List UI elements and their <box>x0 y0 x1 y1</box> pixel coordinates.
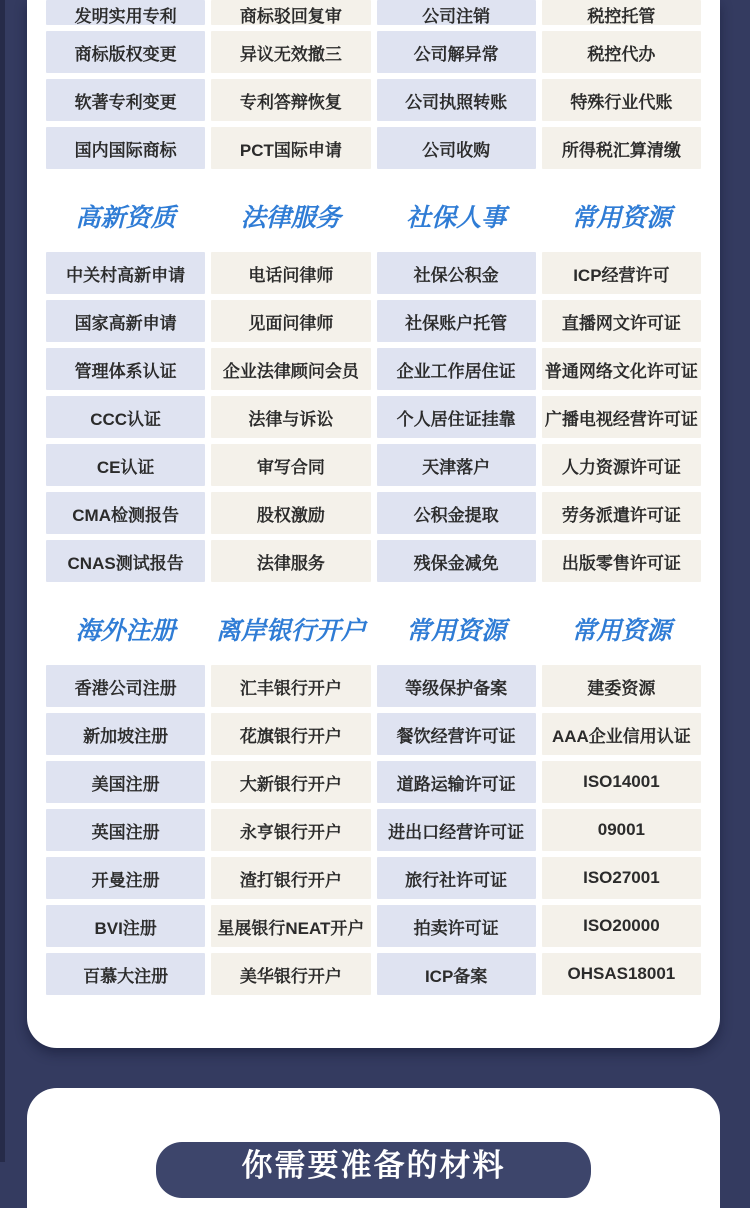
service-cell[interactable]: 餐饮经营许可证 <box>377 713 536 755</box>
service-cell[interactable]: 香港公司注册 <box>46 665 205 707</box>
service-cell[interactable]: 发明实用专利 <box>46 0 205 25</box>
services-card <box>27 0 720 1048</box>
service-cell[interactable]: 天津落户 <box>377 444 536 486</box>
service-cell[interactable]: 劳务派遣许可证 <box>542 492 701 534</box>
materials-banner <box>156 1142 591 1198</box>
section-header: 社保人事 <box>406 204 507 232</box>
section-header: 法律服务 <box>240 204 341 232</box>
service-cell[interactable]: 新加坡注册 <box>46 713 205 755</box>
section-header: 高新资质 <box>75 204 176 232</box>
service-cell[interactable]: PCT国际申请 <box>211 127 370 169</box>
service-cell[interactable]: CMA检测报告 <box>46 492 205 534</box>
section-header: 海外注册 <box>75 617 176 645</box>
service-cell[interactable]: CNAS测试报告 <box>46 540 205 582</box>
service-cell[interactable]: AAA企业信用认证 <box>542 713 701 755</box>
service-cell[interactable]: 等级保护备案 <box>377 665 536 707</box>
service-cell[interactable]: CE认证 <box>46 444 205 486</box>
materials-banner-label: 你需要准备的材料 <box>241 1148 506 1183</box>
section-header: 离岸银行开户 <box>215 617 366 645</box>
service-cell[interactable]: 渣打银行开户 <box>211 857 370 899</box>
service-cell[interactable]: 道路运输许可证 <box>377 761 536 803</box>
service-cell[interactable]: 开曼注册 <box>46 857 205 899</box>
service-cell[interactable]: 审写合同 <box>211 444 370 486</box>
service-cell[interactable]: 国内国际商标 <box>46 127 205 169</box>
service-cell[interactable]: 大新银行开户 <box>211 761 370 803</box>
service-cell[interactable]: 公司执照转账 <box>377 79 536 121</box>
service-cell[interactable]: 特殊行业代账 <box>542 79 701 121</box>
service-cell[interactable]: 所得税汇算清缴 <box>542 127 701 169</box>
services-table-overseas-banking <box>46 616 701 995</box>
service-cell[interactable]: 公积金提取 <box>377 492 536 534</box>
service-cell[interactable]: 美华银行开户 <box>211 953 370 995</box>
service-cell[interactable]: ISO20000 <box>542 905 701 947</box>
service-cell[interactable]: 企业工作居住证 <box>377 348 536 390</box>
service-cell[interactable]: 商标驳回复审 <box>211 0 370 25</box>
service-cell[interactable]: 永亨银行开户 <box>211 809 370 851</box>
service-cell[interactable]: ISO14001 <box>542 761 701 803</box>
service-cell[interactable]: 国家高新申请 <box>46 300 205 342</box>
services-table-ip-company <box>46 0 701 169</box>
service-cell[interactable]: 中关村高新申请 <box>46 252 205 294</box>
service-cell[interactable]: 商标版权变更 <box>46 31 205 73</box>
service-cell[interactable]: 社保公积金 <box>377 252 536 294</box>
service-cell[interactable]: 管理体系认证 <box>46 348 205 390</box>
service-cell[interactable]: 普通网络文化许可证 <box>542 348 701 390</box>
service-cell[interactable]: OHSAS18001 <box>542 953 701 995</box>
service-cell[interactable]: 百慕大注册 <box>46 953 205 995</box>
service-cell[interactable]: 拍卖许可证 <box>377 905 536 947</box>
service-cell[interactable]: 汇丰银行开户 <box>211 665 370 707</box>
service-cell[interactable]: ISO27001 <box>542 857 701 899</box>
service-cell[interactable]: 出版零售许可证 <box>542 540 701 582</box>
service-cell[interactable]: 残保金减免 <box>377 540 536 582</box>
section-header: 常用资源 <box>571 617 672 645</box>
materials-card <box>27 1088 720 1208</box>
service-cell[interactable]: 英国注册 <box>46 809 205 851</box>
service-cell[interactable]: 旅行社许可证 <box>377 857 536 899</box>
service-cell[interactable]: 09001 <box>542 809 701 851</box>
service-cell[interactable]: 直播网文许可证 <box>542 300 701 342</box>
section-header: 常用资源 <box>406 617 507 645</box>
service-cell[interactable]: 软著专利变更 <box>46 79 205 121</box>
service-cell[interactable]: 公司注销 <box>377 0 536 25</box>
service-cell[interactable]: 花旗银行开户 <box>211 713 370 755</box>
service-cell[interactable]: BVI注册 <box>46 905 205 947</box>
service-cell[interactable]: ICP备案 <box>377 953 536 995</box>
service-cell[interactable]: 股权激励 <box>211 492 370 534</box>
service-cell[interactable]: 人力资源许可证 <box>542 444 701 486</box>
service-cell[interactable]: 专利答辩恢复 <box>211 79 370 121</box>
service-cell[interactable]: 税控代办 <box>542 31 701 73</box>
service-cell[interactable]: 税控托管 <box>542 0 701 25</box>
service-cell[interactable]: 建委资源 <box>542 665 701 707</box>
left-edge-strip <box>0 0 5 1162</box>
section-header: 常用资源 <box>571 204 672 232</box>
service-cell[interactable]: 见面问律师 <box>211 300 370 342</box>
service-cell[interactable]: 美国注册 <box>46 761 205 803</box>
service-cell[interactable]: 个人居住证挂靠 <box>377 396 536 438</box>
service-cell[interactable]: 法律与诉讼 <box>211 396 370 438</box>
service-cell[interactable]: 公司收购 <box>377 127 536 169</box>
service-cell[interactable]: 社保账户托管 <box>377 300 536 342</box>
service-cell[interactable]: 异议无效撤三 <box>211 31 370 73</box>
service-cell[interactable]: CCC认证 <box>46 396 205 438</box>
service-cell[interactable]: 法律服务 <box>211 540 370 582</box>
service-cell[interactable]: ICP经营许可 <box>542 252 701 294</box>
service-cell[interactable]: 进出口经营许可证 <box>377 809 536 851</box>
service-cell[interactable]: 电话问律师 <box>211 252 370 294</box>
service-cell[interactable]: 公司解异常 <box>377 31 536 73</box>
service-cell[interactable]: 企业法律顾问会员 <box>211 348 370 390</box>
services-table-qualifications-legal <box>46 203 701 582</box>
service-cell[interactable]: 广播电视经营许可证 <box>542 396 701 438</box>
service-cell[interactable]: 星展银行NEAT开户 <box>211 905 370 947</box>
